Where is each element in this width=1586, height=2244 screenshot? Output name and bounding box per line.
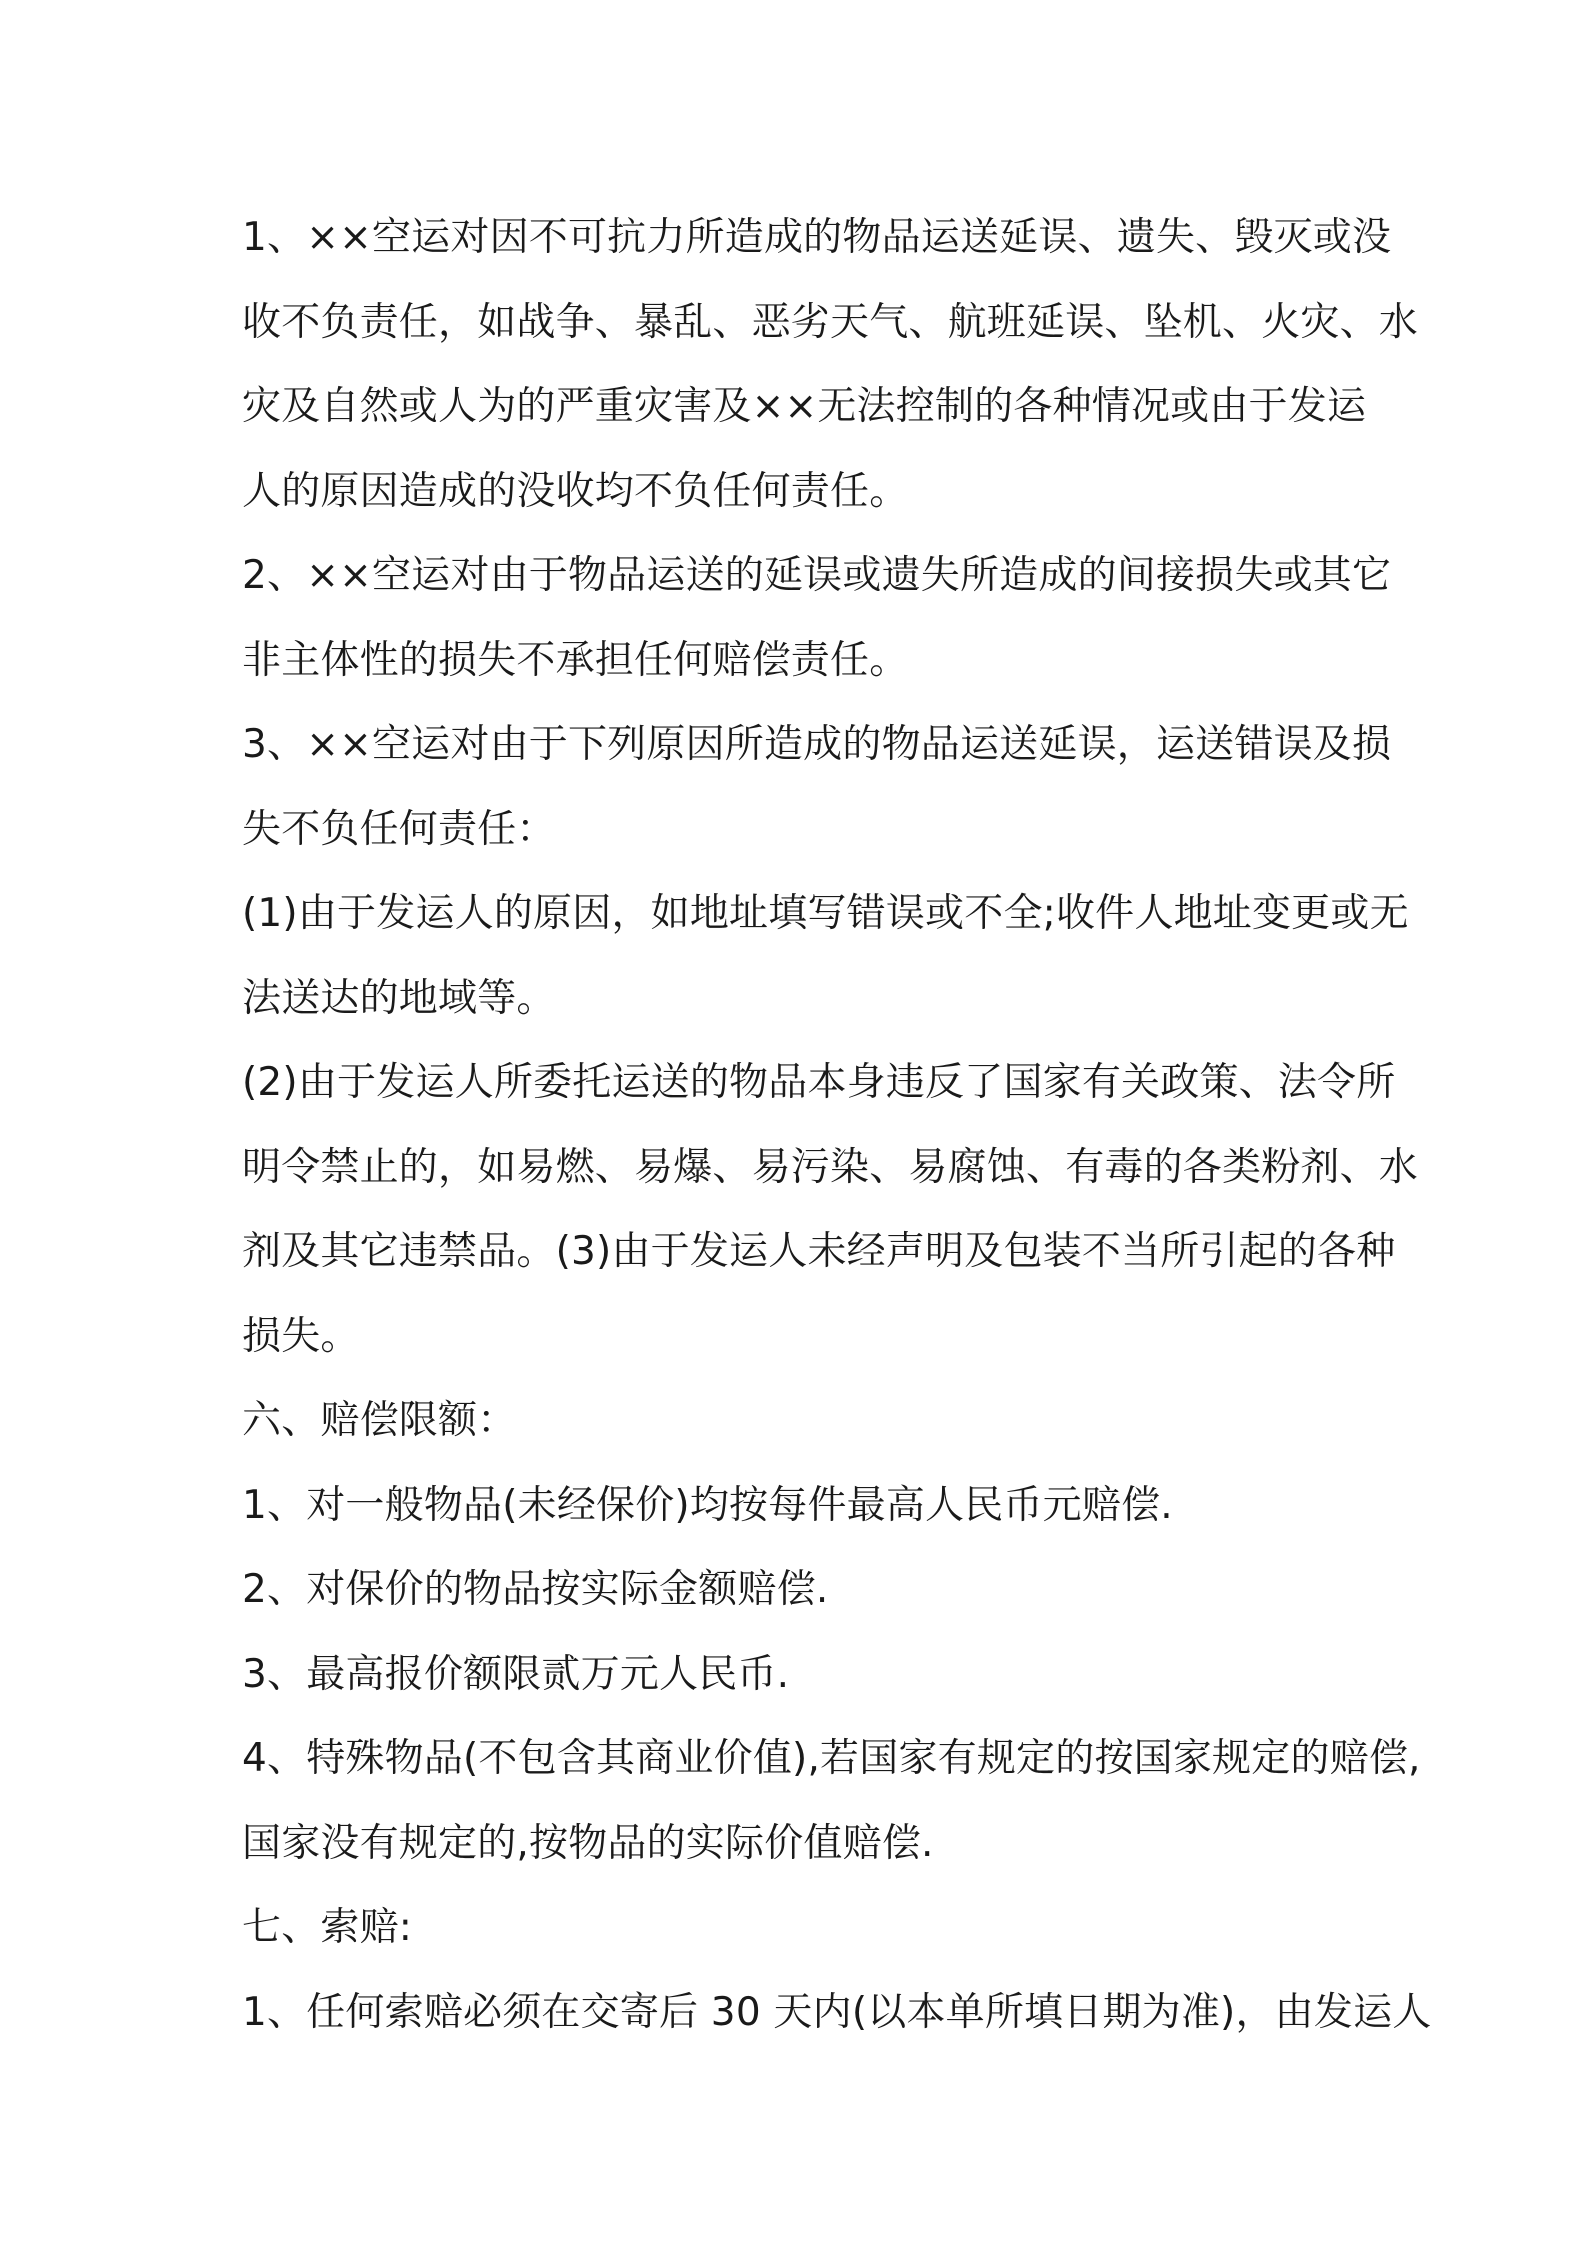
section-heading: 七、索赔: bbox=[242, 1905, 413, 1950]
text-line: 1、任何索赔必须在交寄后 30 天内(以本单所填日期为准)，由发运人 bbox=[242, 1989, 1432, 2035]
text-line: (2)由于发运人所委托运送的物品本身违反了国家有关政策、法令所 bbox=[242, 1060, 1396, 1105]
document-body bbox=[242, 196, 1432, 2055]
text-line: 收不负责任，如战争、暴乱、恶劣天气、航班延误、坠机、火灾、水 bbox=[242, 299, 1419, 345]
text-line: 1、××空运对因不可抗力所造成的物品运送延误、遗失、毁灭或没 bbox=[242, 215, 1392, 260]
text-line: 剂及其它违禁品。(3)由于发运人未经声明及包装不当所引起的各种 bbox=[242, 1229, 1396, 1274]
section-heading: 六、赔偿限额： bbox=[242, 1398, 517, 1443]
text-line: 人的原因造成的没收均不负任何责任。 bbox=[242, 468, 909, 514]
text-line: 灾及自然或人为的严重灾害及××无法控制的各种情况或由于发运 bbox=[242, 384, 1367, 429]
text-line: 2、对保价的物品按实际金额赔偿. bbox=[242, 1567, 829, 1612]
text-line: 非主体性的损失不承担任何赔偿责任。 bbox=[242, 637, 909, 683]
text-line: 国家没有规定的,按物品的实际价值赔偿. bbox=[242, 1820, 934, 1866]
text-line: 法送达的地域等。 bbox=[242, 975, 556, 1021]
text-line: 失不负任何责任： bbox=[242, 806, 556, 852]
text-line: 3、××空运对由于下列原因所造成的物品运送延误，运送错误及损 bbox=[242, 722, 1392, 767]
text-line: 3、最高报价额限贰万元人民币. bbox=[242, 1651, 790, 1697]
text-line: 1、对一般物品(未经保价)均按每件最高人民币元赔偿. bbox=[242, 1482, 1173, 1528]
text-line: 损失。 bbox=[242, 1313, 360, 1359]
text-line: 2、××空运对由于物品运送的延误或遗失所造成的间接损失或其它 bbox=[242, 553, 1392, 598]
text-line: 明令禁止的，如易燃、易爆、易污染、易腐蚀、有毒的各类粉剂、水 bbox=[242, 1144, 1419, 1190]
text-line: 4、特殊物品(不包含其商业价值),若国家有规定的按国家规定的赔偿, bbox=[242, 1736, 1421, 1781]
text-line: (1)由于发运人的原因，如地址填写错误或不全;收件人地址变更或无 bbox=[242, 891, 1409, 936]
